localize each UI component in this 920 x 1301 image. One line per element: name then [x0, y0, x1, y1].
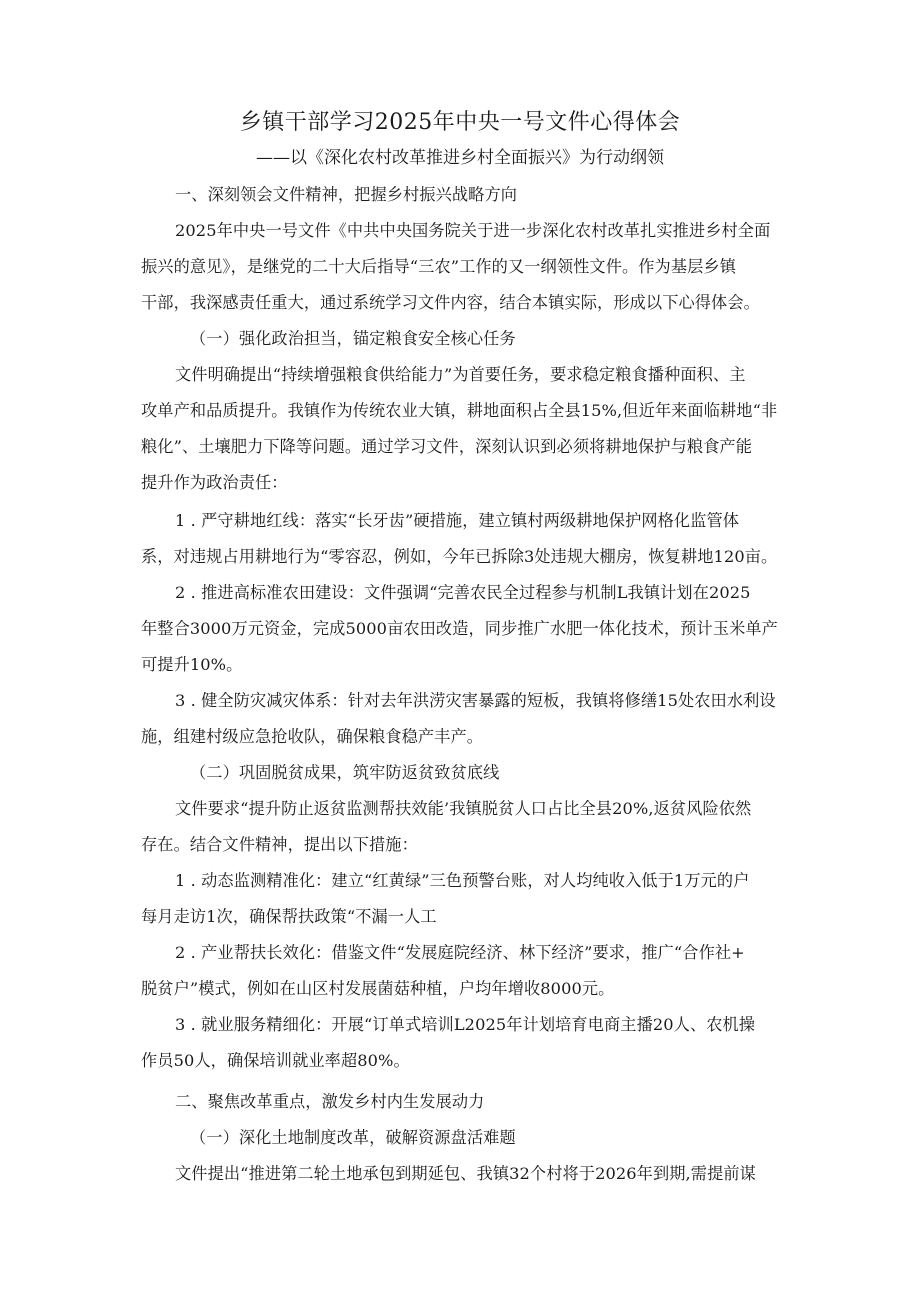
document-subtitle: ——以《深化农村改革推进乡村全面振兴》为行动纲领: [256, 148, 664, 168]
list-item-line: 3 . 健全防灾减灾体系：针对去年洪涝灾害暴露的短板，我镇将修缮15处农田水利设: [175, 691, 776, 710]
paragraph-line: 攻单产和品质提升。我镇作为传统农业大镇，耕地面积占全县15%,但近年来面临耕地“非: [141, 401, 778, 420]
paragraph-line: 文件要求“提升防止返贫监测帮扶效能’我镇脱贫人口占比全县20%,返贫风险依然: [175, 799, 752, 818]
section-heading-1: 一、深刻领会文件精神，把握乡村振兴战略方向: [175, 185, 518, 204]
list-item-line: 1 . 动态监测精准化：建立“红黄绿”三色预警台账，对人均纯收入低于1万元的户: [175, 871, 750, 890]
list-item-line: 可提升10%。: [141, 655, 243, 674]
list-item-line: 系，对违规占用耕地行为“零容忍，例如，今年已拆除3处违规大棚房，恢复耕地120亩。: [141, 547, 778, 566]
subsection-heading-3: （一）深化土地制度改革，破解资源盘活难题: [190, 1128, 516, 1147]
paragraph-line: 2025年中央一号文件《中共中央国务院关于进一步深化农村改革扎实推进乡村全面: [175, 221, 771, 240]
paragraph-line: 文件提出“推进第二轮土地承包到期延包、我镇32个村将于2026年到期,需提前谋: [175, 1164, 756, 1183]
document-title: 乡镇干部学习2025年中央一号文件心得体会: [239, 110, 681, 135]
list-item-line: 作员50人，确保培训就业率超80%。: [141, 1051, 410, 1070]
paragraph-line: 提升作为政治责任：: [141, 473, 288, 492]
list-item-line: 施，组建村级应急抢收队，确保粮食稳产丰产。: [141, 727, 484, 746]
paragraph-line: 振兴的意见》，是继党的二十大后指导“三农”工作的又一纲领性文件。作为基层乡镇: [141, 257, 736, 276]
list-item-line: 2 . 产业帮扶长效化：借鉴文件“发展庭院经济、林下经济”要求，推广“合作社+: [175, 943, 745, 962]
list-item-line: 2 . 推进高标准农田建设：文件强调“完善农民全过程参与机制L我镇计划在2025: [175, 583, 751, 602]
paragraph-line: 文件明确提出“持续增强粮食供给能力”为首要任务，要求稳定粮食播种面积、主: [175, 365, 746, 384]
section-heading-2: 二、聚焦改革重点，激发乡村内生发展动力: [175, 1092, 485, 1111]
paragraph-line: 干部，我深感责任重大，通过系统学习文件内容，结合本镇实际，形成以下心得体会。: [141, 293, 760, 312]
subsection-heading-1: （一）强化政治担当，锚定粮食安全核心任务: [190, 329, 516, 348]
subsection-heading-2: （二）巩固脱贫成果，筑牢防返贫致贫底线: [190, 763, 500, 782]
list-item-line: 每月走访1次，确保帮扶政策“不漏一人工: [141, 907, 437, 926]
list-item-line: 脱贫户”模式，例如在山区村发展菌菇种植，户均年增收8000元。: [141, 979, 615, 998]
list-item-line: 年整合3000万元资金，完成5000亩农田改造，同步推广水肥一体化技术，预计玉米单产: [141, 619, 778, 638]
paragraph-line: 存在。结合文件精神，提出以下措施：: [141, 835, 418, 854]
paragraph-line: 粮化”、土壤肥力下降等问题。通过学习文件，深刻认识到必须将耕地保护与粮食产能: [141, 437, 753, 456]
list-item-line: 1 . 严守耕地红线：落实“长牙齿”硬措施，建立镇村两级耕地保护网格化监管体: [175, 511, 740, 530]
list-item-line: 3 . 就业服务精细化：开展“订单式培训L2025年计划培育电商主播20人、农机操: [175, 1015, 756, 1034]
